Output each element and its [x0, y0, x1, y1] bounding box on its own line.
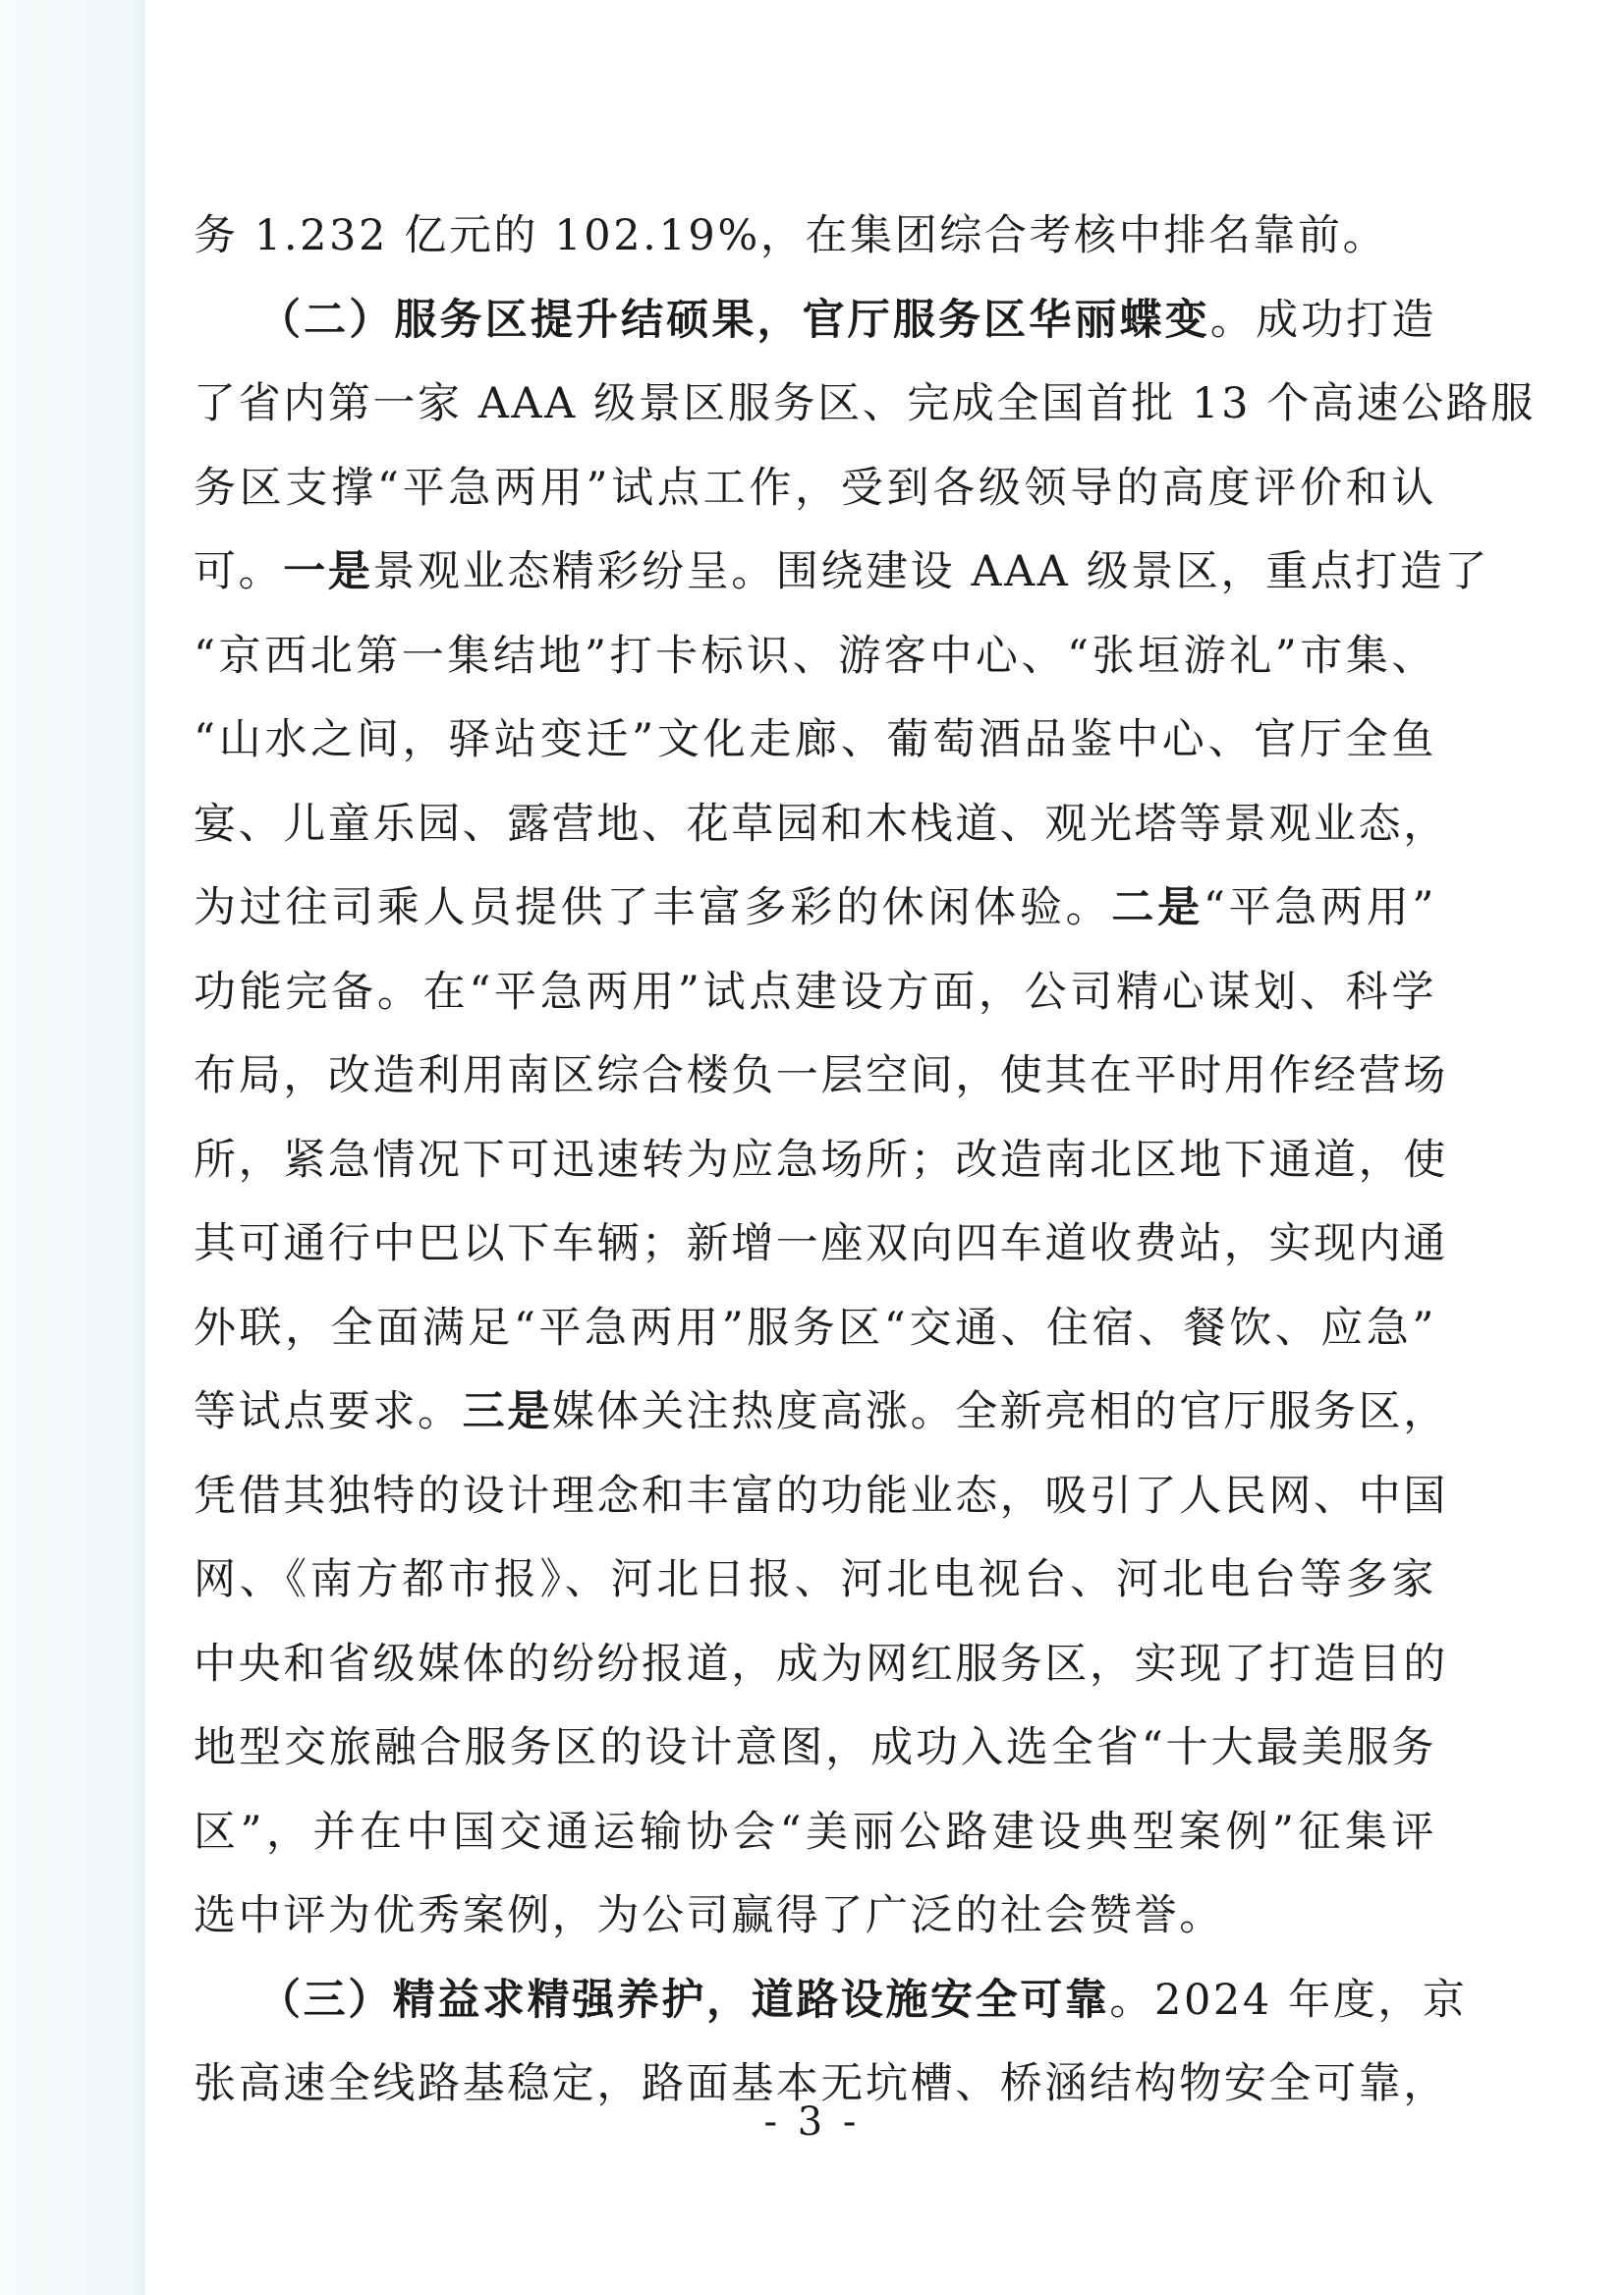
- text-line: [194, 1791, 1436, 1875]
- text-line: [194, 1203, 1448, 1287]
- text-line: [194, 783, 1448, 868]
- text-line: [194, 1539, 1436, 1623]
- text-segment: 选中评为优秀案例，为公司赢得了广泛的社会赞誉。: [194, 1891, 1224, 1940]
- text-segment: 了省内第一家 AAA 级景区服务区、完成全国首批 13 个高速公路服: [194, 379, 1536, 428]
- text-line: [194, 363, 1536, 447]
- text-segment: 。成功打造: [1209, 295, 1437, 345]
- text-segment: 宴、儿童乐园、露营地、花草园和木栈道、观光塔等景观业态，: [194, 799, 1448, 849]
- text-segment: 务 1.232 亿元的 102.19%，在集团综合考核中排名靠前。: [194, 211, 1388, 260]
- text-segment: 可。: [194, 547, 284, 596]
- text-line: [194, 1707, 1436, 1791]
- text-line: [194, 867, 1436, 951]
- document-body: [194, 195, 1536, 2127]
- text-line: [194, 1455, 1448, 1539]
- text-line: [194, 1959, 1468, 2043]
- bold-text-segment: 二是: [1111, 883, 1204, 932]
- text-segment: 等试点要求。: [194, 1387, 463, 1436]
- bold-text-segment: （三）精益求精强养护，道路设施安全可靠: [258, 1975, 1110, 2025]
- text-segment: “京西北第一集结地”打卡标识、游客中心、“张垣游礼”市集、: [194, 631, 1436, 681]
- text-line: [194, 447, 1436, 532]
- text-line: [194, 1371, 1448, 1455]
- text-line: [194, 1623, 1448, 1707]
- text-segment: 外联，全面满足“平急两用”服务区“交通、住宿、餐饮、应急”: [194, 1303, 1436, 1353]
- text-segment: 区”，并在中国交通运输协会“美丽公路建设典型案例”征集评: [194, 1807, 1436, 1857]
- scan-edge-shadow: [0, 0, 147, 2295]
- bold-text-segment: （二）服务区提升结硕果，官厅服务区华丽蝶变: [258, 295, 1210, 345]
- page-number: - 3 -: [763, 2099, 861, 2145]
- text-segment: 地型交旅融合服务区的设计意图，成功入选全省“十大最美服务: [194, 1723, 1436, 1772]
- text-line: [194, 531, 1490, 615]
- text-segment: “平急两用”: [1203, 883, 1437, 932]
- text-line: [194, 615, 1436, 700]
- text-segment: 为过往司乘人员提供了丰富多彩的休闲体验。: [194, 883, 1112, 932]
- text-segment: 所，紧急情况下可迅速转为应急场所；改造南北区地下通道，使: [194, 1135, 1448, 1185]
- text-line: [194, 1119, 1448, 1203]
- text-segment: 网、《南方都市报》、河北日报、河北电视台、河北电台等多家: [194, 1555, 1436, 1604]
- text-segment: 媒体关注热度高涨。全新亮相的官厅服务区，: [551, 1387, 1448, 1436]
- text-segment: “山水之间，驿站变迁”文化走廊、葡萄酒品鉴中心、官厅全鱼: [194, 715, 1436, 764]
- text-line: [194, 951, 1436, 1036]
- text-line: [194, 279, 1436, 364]
- text-segment: 功能完备。在“平急两用”试点建设方面，公司精心谋划、科学: [194, 967, 1436, 1017]
- text-segment: 景观业态精彩纷呈。围绕建设 AAA 级景区，重点打造了: [372, 547, 1490, 596]
- text-line: [194, 1287, 1436, 1371]
- text-segment: 其可通行中巴以下车辆；新增一座双向四车道收费站，实现内通: [194, 1219, 1448, 1268]
- text-segment: 布局，改造利用南区综合楼负一层空间，使其在平时用作经营场: [194, 1051, 1448, 1100]
- text-line: [194, 1035, 1448, 1119]
- text-segment: 务区支撑“平急两用”试点工作，受到各级领导的高度评价和认: [194, 463, 1436, 513]
- text-line: [194, 195, 1436, 279]
- bold-text-segment: 一是: [283, 547, 373, 596]
- text-line: [194, 699, 1436, 783]
- text-segment: 凭借其独特的设计理念和丰富的功能业态，吸引了人民网、中国: [194, 1471, 1448, 1521]
- text-line: [194, 1875, 1436, 1959]
- text-segment: 中央和省级媒体的纷纷报道，成为网红服务区，实现了打造目的: [194, 1639, 1448, 1689]
- text-segment: 张高速全线路基稳定，路面基本无坑槽、桥涵结构物安全可靠，: [194, 2059, 1448, 2108]
- text-segment: 。2024 年度，京: [1109, 1975, 1468, 2025]
- bold-text-segment: 三是: [462, 1387, 552, 1436]
